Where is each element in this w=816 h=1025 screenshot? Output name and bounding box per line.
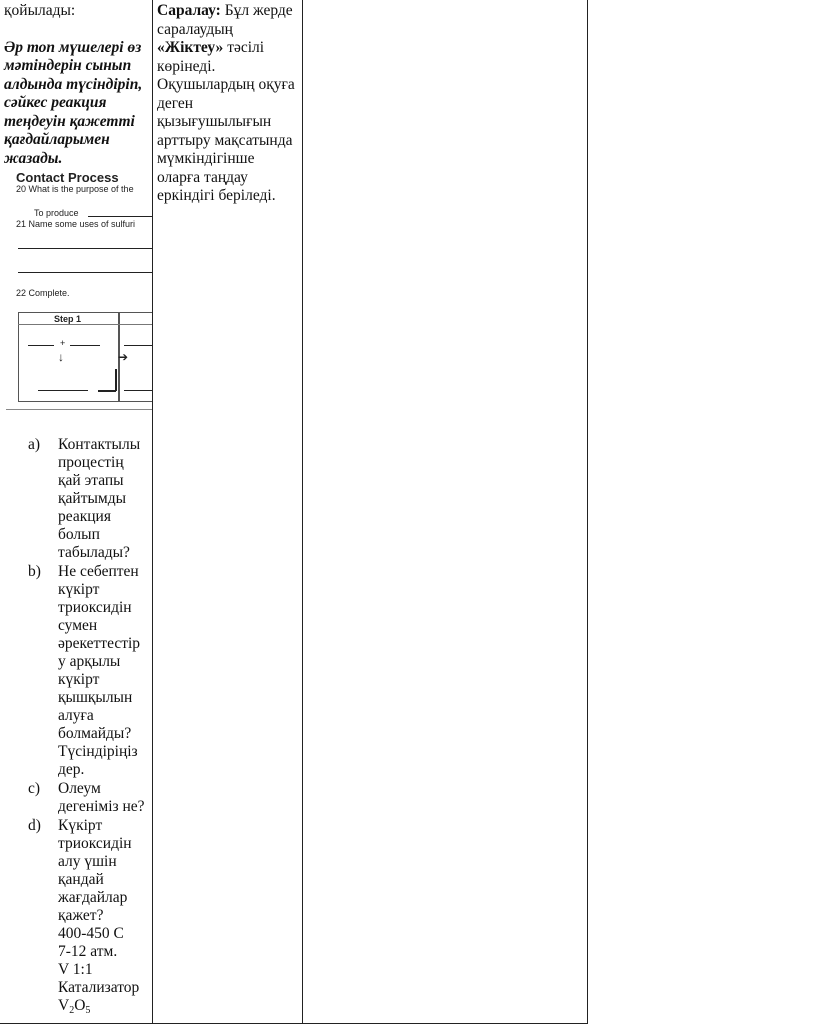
blank-line <box>28 345 54 346</box>
worksheet-title: Contact Process <box>16 170 119 185</box>
activity-cell <box>4 2 150 168</box>
group-task-text: Әр топ мүшелері өз мәтіндерін сынып алдында түсіндіріп, сәйкес реакция теңдеуін қажетті қағдайларымен жазады. <box>4 38 143 167</box>
column-divider-1 <box>152 0 153 1024</box>
condition-temperature: 400-450 С <box>58 925 124 942</box>
answer-line <box>18 248 152 249</box>
condition-ratio: V 1:1 <box>58 961 93 978</box>
blank-line <box>70 345 100 346</box>
blank-line <box>124 345 152 346</box>
differentiation-label: Саралау: <box>157 2 221 19</box>
answer-line <box>88 216 152 217</box>
condition-pressure: 7-12 атм. <box>58 943 118 960</box>
blank-line <box>38 390 88 391</box>
method-name: «Жіктеу» <box>157 39 224 56</box>
question-b: b) Не себептен күкірт триоксидін сумен әрекеттестір у арқылы күкірт қышқылын алуға болмайды? Түсіндіріңіз дер. <box>28 563 141 778</box>
table-bottom-border <box>0 1023 588 1024</box>
blank-line <box>124 390 152 391</box>
question-list <box>28 436 146 1021</box>
column-divider-2 <box>302 0 303 1024</box>
bracket-line <box>115 369 117 391</box>
step-header-line <box>18 324 152 325</box>
worksheet-to-produce: To produce <box>34 208 79 218</box>
intro-text: қойылады: <box>4 2 76 19</box>
bracket-line <box>98 390 116 392</box>
question-c: c) Олеум дегеніміз не? <box>28 780 145 815</box>
differentiation-text: Саралау: Бұл жерде саралаудың «Жіктеу» тәсілі көрінеді. Оқушылардың оқуға деген қызығушылығын арттыру мақсатында мүмкіндігінше оларға таңдау еркіндігі беріледі. <box>157 2 295 204</box>
step1-label: Step 1 <box>54 314 82 324</box>
table-right-border <box>587 0 588 1024</box>
catalyst-formula: $V_2O_5$ <box>58 997 91 1016</box>
worksheet-q22: 22 Complete. <box>16 288 70 298</box>
condition-catalyst: Катализатор <box>58 979 140 996</box>
plus-sign: + <box>60 338 66 348</box>
worksheet-q20: 20 What is the purpose of the <box>16 184 134 194</box>
differentiation-cell <box>157 2 301 206</box>
worksheet-q21: 21 Name some uses of sulfuri <box>16 219 136 229</box>
right-arrow-icon: ➔ <box>118 350 129 364</box>
worksheet-image <box>6 164 152 410</box>
question-d: d) Күкірт триоксидін алу үшін қандай жағдайлар қажет? 400-450 С 7-12 атм. V 1:1 Катализатор $V_2O_5$ <box>28 817 146 1020</box>
worksheet-bottom-rule <box>6 409 152 410</box>
down-arrow-icon: ↓ <box>58 350 64 364</box>
answer-line <box>18 272 152 273</box>
step1-box <box>18 312 120 402</box>
question-a: a) Контактылы процестің қай этапы қайтымды реакция болып табылады? <box>28 436 141 561</box>
